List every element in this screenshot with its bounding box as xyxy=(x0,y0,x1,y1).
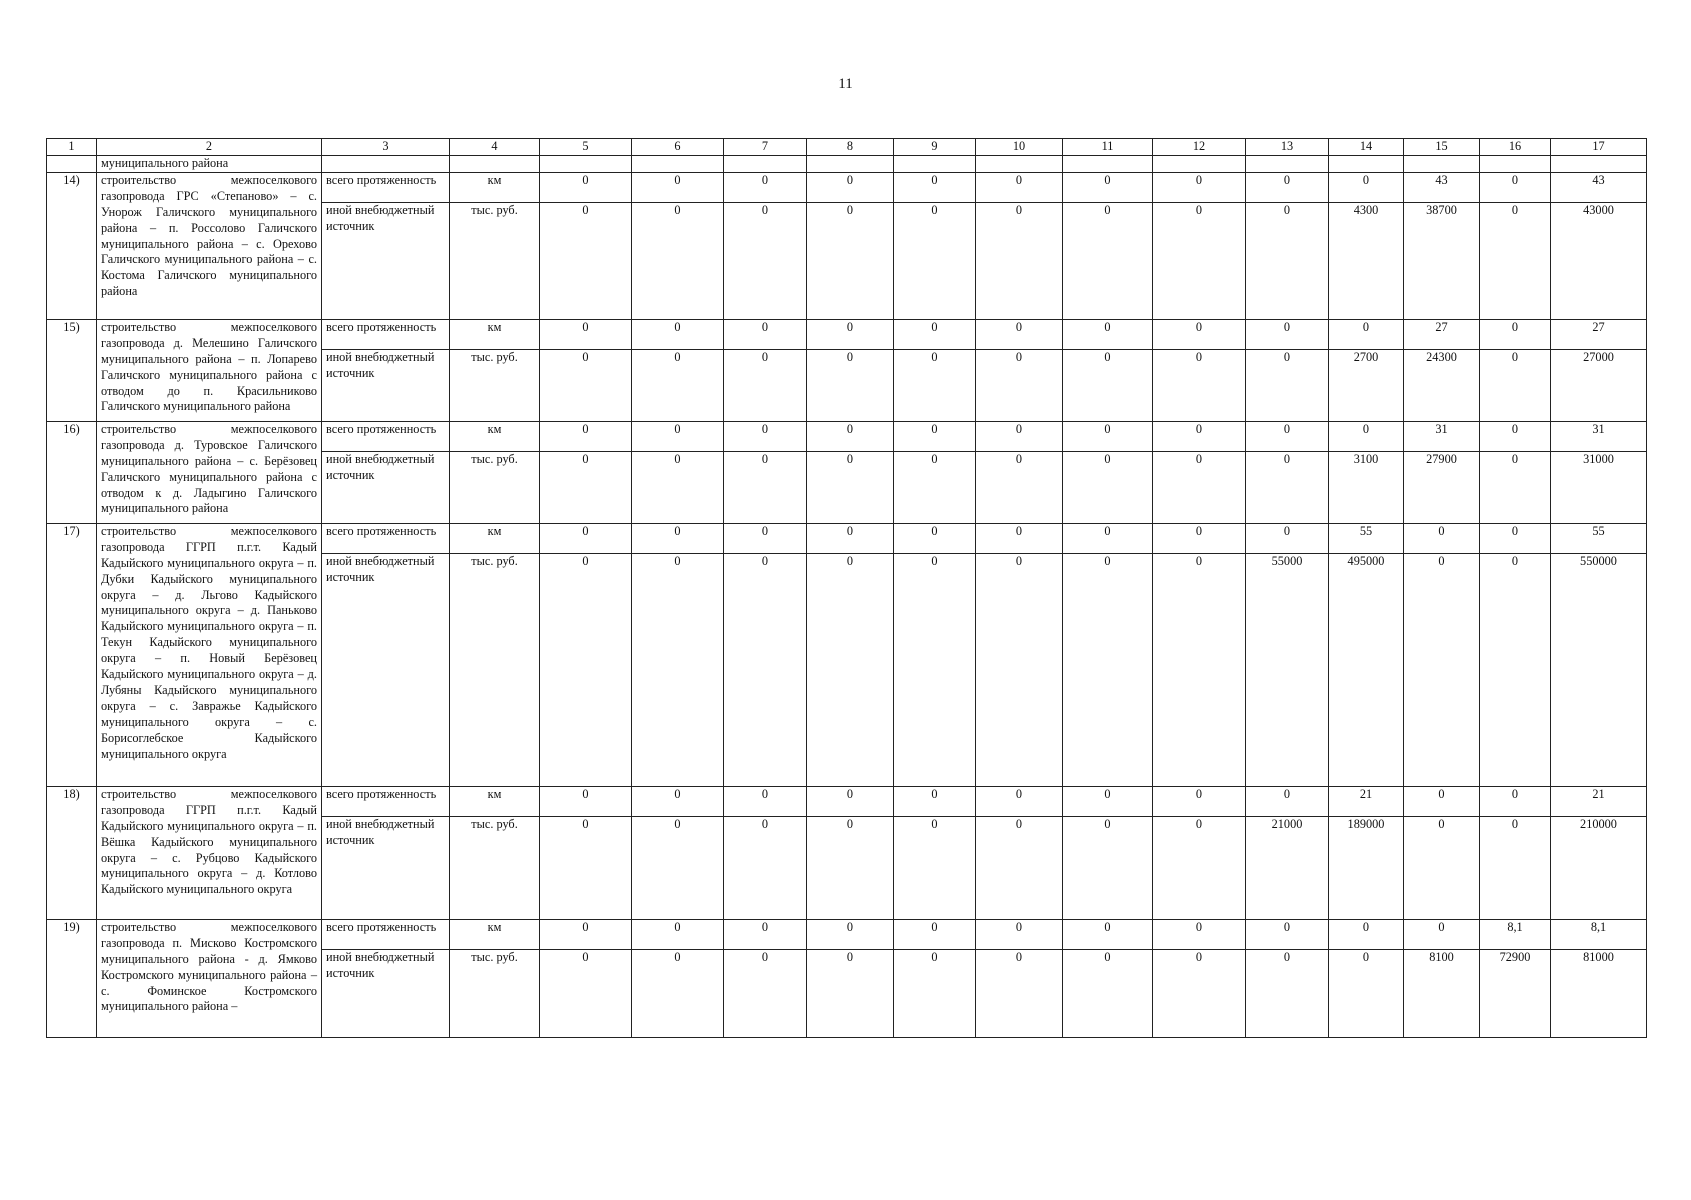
value-cell: 0 xyxy=(1153,202,1246,319)
value-cell: 0 xyxy=(1063,421,1153,451)
value-cell: 21 xyxy=(1551,786,1647,816)
value-cell: 0 xyxy=(1480,523,1551,553)
value-cell: 27 xyxy=(1404,319,1480,349)
value-cell: 0 xyxy=(724,172,807,202)
unit: км xyxy=(450,523,540,553)
value-cell: 0 xyxy=(540,349,632,421)
value-cell: 0 xyxy=(632,553,724,786)
value-cell: 0 xyxy=(1480,349,1551,421)
value-cell: 0 xyxy=(632,172,724,202)
value-cell: 0 xyxy=(1480,202,1551,319)
value-cell: 0 xyxy=(976,523,1063,553)
value-cell: 0 xyxy=(1063,349,1153,421)
unit: км xyxy=(450,319,540,349)
value-cell: 0 xyxy=(1246,349,1329,421)
carry-over-num-cell xyxy=(47,156,97,173)
value-cell: 495000 xyxy=(1329,553,1404,786)
value-cell: 0 xyxy=(1404,523,1480,553)
funding-type: всего протяженность xyxy=(322,319,450,349)
value-cell: 0 xyxy=(1153,421,1246,451)
funding-type: всего протяженность xyxy=(322,421,450,451)
value-cell: 0 xyxy=(1329,319,1404,349)
value-cell: 0 xyxy=(1153,172,1246,202)
value-cell: 0 xyxy=(724,553,807,786)
value-cell: 0 xyxy=(976,349,1063,421)
value-cell: 27 xyxy=(1551,319,1647,349)
value-cell: 0 xyxy=(976,919,1063,949)
value-cell: 0 xyxy=(1063,523,1153,553)
unit: тыс. руб. xyxy=(450,349,540,421)
value-cell: 0 xyxy=(894,816,976,919)
value-cell: 0 xyxy=(1063,786,1153,816)
value-cell: 0 xyxy=(1480,451,1551,523)
value-cell: 0 xyxy=(1480,786,1551,816)
column-number-header: 6 xyxy=(632,139,724,156)
value-cell: 0 xyxy=(1404,919,1480,949)
value-cell: 0 xyxy=(1480,319,1551,349)
value-cell: 0 xyxy=(1063,816,1153,919)
value-cell: 0 xyxy=(976,451,1063,523)
value-cell: 24300 xyxy=(1404,349,1480,421)
column-number-header: 8 xyxy=(807,139,894,156)
value-cell: 0 xyxy=(632,202,724,319)
value-cell: 0 xyxy=(807,523,894,553)
value-cell: 43 xyxy=(1404,172,1480,202)
value-cell: 0 xyxy=(540,949,632,1037)
value-cell: 0 xyxy=(724,949,807,1037)
value-cell: 0 xyxy=(724,451,807,523)
value-cell: 0 xyxy=(894,523,976,553)
value-cell: 55000 xyxy=(1246,553,1329,786)
value-cell: 0 xyxy=(540,816,632,919)
value-cell: 0 xyxy=(1329,949,1404,1037)
column-number-header: 1 xyxy=(47,139,97,156)
value-cell: 0 xyxy=(1153,451,1246,523)
value-cell: 0 xyxy=(632,349,724,421)
value-cell: 0 xyxy=(724,919,807,949)
column-number-header: 7 xyxy=(724,139,807,156)
item-description: строительство межпоселкового газопровода ГРС «Степаново» – с. Унорож Галичского муниципального района – п. Россолово Галичского муниципального района – с. Орехово Галичского муниципального района – с. Костома Галичского муниципального района xyxy=(97,172,322,319)
value-cell: 0 xyxy=(976,553,1063,786)
item-description: строительство межпоселкового газопровода ГГРП п.г.т. Кадый Кадыйского муниципального округа – п. Вёшка Кадыйского муниципального округа – с. Рубцово Кадыйского муниципального округа – д. Котлово Кадыйского муниципального округа xyxy=(97,786,322,919)
column-number-header: 5 xyxy=(540,139,632,156)
value-cell: 0 xyxy=(807,349,894,421)
value-cell: 0 xyxy=(1246,202,1329,319)
value-cell: 0 xyxy=(540,451,632,523)
page-number: 11 xyxy=(838,76,853,92)
value-cell: 2700 xyxy=(1329,349,1404,421)
value-cell: 0 xyxy=(1404,553,1480,786)
unit: тыс. руб. xyxy=(450,202,540,319)
column-number-header: 9 xyxy=(894,139,976,156)
value-cell: 0 xyxy=(540,202,632,319)
value-cell: 0 xyxy=(976,202,1063,319)
value-cell: 0 xyxy=(540,421,632,451)
value-cell: 0 xyxy=(632,786,724,816)
funding-type: иной внебюджетный источник xyxy=(322,202,450,319)
value-cell: 0 xyxy=(540,919,632,949)
value-cell: 0 xyxy=(894,553,976,786)
item-description: строительство межпоселкового газопровода п. Мисково Костромского муниципального района - д. Ямково Костромского муниципального района – с. Фоминское Костромского муниципального района – xyxy=(97,919,322,1037)
value-cell: 3100 xyxy=(1329,451,1404,523)
unit: тыс. руб. xyxy=(450,949,540,1037)
funding-type: иной внебюджетный источник xyxy=(322,949,450,1037)
funding-type: иной внебюджетный источник xyxy=(322,451,450,523)
item-row-length xyxy=(47,319,1647,349)
value-cell: 0 xyxy=(807,319,894,349)
value-cell: 0 xyxy=(976,421,1063,451)
value-cell: 72900 xyxy=(1480,949,1551,1037)
item-description: строительство межпоселкового газопровода д. Мелешино Галичского муниципального района – п. Лопарево Галичского муниципального района с отводом до п. Красильниково Галичского муниципального района xyxy=(97,319,322,421)
value-cell: 0 xyxy=(724,816,807,919)
value-cell: 0 xyxy=(1153,523,1246,553)
value-cell: 0 xyxy=(1153,919,1246,949)
value-cell: 0 xyxy=(894,349,976,421)
value-cell: 0 xyxy=(976,786,1063,816)
value-cell: 0 xyxy=(807,202,894,319)
value-cell: 0 xyxy=(1063,451,1153,523)
value-cell: 0 xyxy=(1329,421,1404,451)
unit: км xyxy=(450,786,540,816)
column-number-header: 15 xyxy=(1404,139,1480,156)
value-cell: 0 xyxy=(1153,553,1246,786)
value-cell: 0 xyxy=(1246,172,1329,202)
value-cell: 0 xyxy=(540,319,632,349)
value-cell: 55 xyxy=(1329,523,1404,553)
unit: км xyxy=(450,421,540,451)
value-cell: 0 xyxy=(724,523,807,553)
value-cell: 0 xyxy=(1480,421,1551,451)
value-cell: 0 xyxy=(1153,816,1246,919)
value-cell: 0 xyxy=(807,949,894,1037)
value-cell: 0 xyxy=(976,816,1063,919)
value-cell: 0 xyxy=(540,172,632,202)
value-cell: 0 xyxy=(1063,949,1153,1037)
column-number-header: 11 xyxy=(1063,139,1153,156)
funding-type: иной внебюджетный источник xyxy=(322,553,450,786)
value-cell: 189000 xyxy=(1329,816,1404,919)
value-cell: 0 xyxy=(540,553,632,786)
carry-over-text: муниципального района xyxy=(97,156,322,173)
column-number-header: 16 xyxy=(1480,139,1551,156)
funding-type: всего протяженность xyxy=(322,919,450,949)
value-cell: 0 xyxy=(632,421,724,451)
carry-over-row xyxy=(47,156,1647,173)
value-cell: 0 xyxy=(632,949,724,1037)
value-cell: 550000 xyxy=(1551,553,1647,786)
unit: тыс. руб. xyxy=(450,816,540,919)
funding-type: всего протяженность xyxy=(322,786,450,816)
value-cell: 0 xyxy=(807,553,894,786)
value-cell: 0 xyxy=(894,319,976,349)
column-numbers-row xyxy=(47,139,1647,156)
value-cell: 0 xyxy=(724,786,807,816)
value-cell: 0 xyxy=(1063,919,1153,949)
value-cell: 0 xyxy=(1329,919,1404,949)
value-cell: 0 xyxy=(1246,786,1329,816)
value-cell: 0 xyxy=(894,949,976,1037)
value-cell: 210000 xyxy=(1551,816,1647,919)
value-cell: 0 xyxy=(1246,421,1329,451)
unit: км xyxy=(450,919,540,949)
value-cell: 0 xyxy=(724,202,807,319)
value-cell: 0 xyxy=(632,451,724,523)
unit: тыс. руб. xyxy=(450,553,540,786)
value-cell: 0 xyxy=(1480,172,1551,202)
value-cell: 0 xyxy=(540,523,632,553)
value-cell: 0 xyxy=(894,919,976,949)
item-number: 18) xyxy=(47,786,97,919)
value-cell: 43 xyxy=(1551,172,1647,202)
value-cell: 0 xyxy=(1246,451,1329,523)
value-cell: 81000 xyxy=(1551,949,1647,1037)
value-cell: 38700 xyxy=(1404,202,1480,319)
value-cell: 0 xyxy=(807,816,894,919)
value-cell: 0 xyxy=(1329,172,1404,202)
value-cell: 31 xyxy=(1404,421,1480,451)
value-cell: 27000 xyxy=(1551,349,1647,421)
value-cell: 27900 xyxy=(1404,451,1480,523)
item-row-length xyxy=(47,421,1647,451)
column-number-header: 13 xyxy=(1246,139,1329,156)
column-number-header: 10 xyxy=(976,139,1063,156)
value-cell: 8,1 xyxy=(1480,919,1551,949)
value-cell: 0 xyxy=(1246,319,1329,349)
value-cell: 0 xyxy=(894,451,976,523)
value-cell: 0 xyxy=(1063,319,1153,349)
funding-type: всего протяженность xyxy=(322,523,450,553)
value-cell: 0 xyxy=(894,421,976,451)
value-cell: 0 xyxy=(976,172,1063,202)
value-cell: 0 xyxy=(807,919,894,949)
column-number-header: 12 xyxy=(1153,139,1246,156)
value-cell: 0 xyxy=(894,786,976,816)
column-number-header: 17 xyxy=(1551,139,1647,156)
value-cell: 0 xyxy=(632,319,724,349)
value-cell: 0 xyxy=(1404,786,1480,816)
gas-pipeline-table xyxy=(46,138,1647,1038)
value-cell: 0 xyxy=(1153,319,1246,349)
value-cell: 0 xyxy=(1246,949,1329,1037)
value-cell: 0 xyxy=(1480,816,1551,919)
value-cell: 0 xyxy=(540,786,632,816)
value-cell: 0 xyxy=(632,523,724,553)
funding-type: иной внебюджетный источник xyxy=(322,349,450,421)
item-number: 17) xyxy=(47,523,97,786)
value-cell: 21 xyxy=(1329,786,1404,816)
value-cell: 55 xyxy=(1551,523,1647,553)
value-cell: 8,1 xyxy=(1551,919,1647,949)
value-cell: 0 xyxy=(1153,949,1246,1037)
column-number-header: 3 xyxy=(322,139,450,156)
value-cell: 0 xyxy=(1153,349,1246,421)
value-cell: 0 xyxy=(632,919,724,949)
item-row-length xyxy=(47,523,1647,553)
item-description: строительство межпоселкового газопровода ГГРП п.г.т. Кадый Кадыйского муниципального округа – п. Дубки Кадыйского муниципального округа – д. Льгово Кадыйского муниципального округа – д. Паньково Кадыйского муниципального округа – п. Текун Кадыйского муниципального округа – п. Новый Берёзовец Кадыйского муниципального округа – д. Лубяны Кадыйского муниципального округа – с. Завражье Кадыйского муниципального округа – с. Борисоглебское Кадыйского муниципального округа xyxy=(97,523,322,786)
unit: тыс. руб. xyxy=(450,451,540,523)
value-cell: 0 xyxy=(1063,553,1153,786)
value-cell: 0 xyxy=(1063,202,1153,319)
value-cell: 0 xyxy=(894,172,976,202)
value-cell: 0 xyxy=(724,349,807,421)
value-cell: 0 xyxy=(1063,172,1153,202)
value-cell: 0 xyxy=(1246,523,1329,553)
item-number: 19) xyxy=(47,919,97,1037)
value-cell: 0 xyxy=(894,202,976,319)
value-cell: 31 xyxy=(1551,421,1647,451)
column-number-header: 14 xyxy=(1329,139,1404,156)
value-cell: 0 xyxy=(807,786,894,816)
column-number-header: 4 xyxy=(450,139,540,156)
value-cell: 0 xyxy=(1246,919,1329,949)
value-cell: 8100 xyxy=(1404,949,1480,1037)
value-cell: 0 xyxy=(1404,816,1480,919)
value-cell: 0 xyxy=(1480,553,1551,786)
value-cell: 31000 xyxy=(1551,451,1647,523)
value-cell: 0 xyxy=(976,319,1063,349)
item-row-length xyxy=(47,919,1647,949)
value-cell: 0 xyxy=(632,816,724,919)
item-description: строительство межпоселкового газопровода д. Туровское Галичского муниципального района – с. Берёзовец Галичского муниципального района с отводом к д. Ладыгино Галичского муниципального района xyxy=(97,421,322,523)
item-row-length xyxy=(47,172,1647,202)
item-row-length xyxy=(47,786,1647,816)
value-cell: 4300 xyxy=(1329,202,1404,319)
item-number: 14) xyxy=(47,172,97,319)
value-cell: 0 xyxy=(807,172,894,202)
value-cell: 21000 xyxy=(1246,816,1329,919)
value-cell: 0 xyxy=(1153,786,1246,816)
value-cell: 0 xyxy=(724,319,807,349)
value-cell: 0 xyxy=(807,421,894,451)
item-number: 16) xyxy=(47,421,97,523)
unit: км xyxy=(450,172,540,202)
value-cell: 0 xyxy=(724,421,807,451)
funding-type: всего протяженность xyxy=(322,172,450,202)
value-cell: 0 xyxy=(807,451,894,523)
value-cell: 43000 xyxy=(1551,202,1647,319)
value-cell: 0 xyxy=(976,949,1063,1037)
column-number-header: 2 xyxy=(97,139,322,156)
funding-type: иной внебюджетный источник xyxy=(322,816,450,919)
item-number: 15) xyxy=(47,319,97,421)
